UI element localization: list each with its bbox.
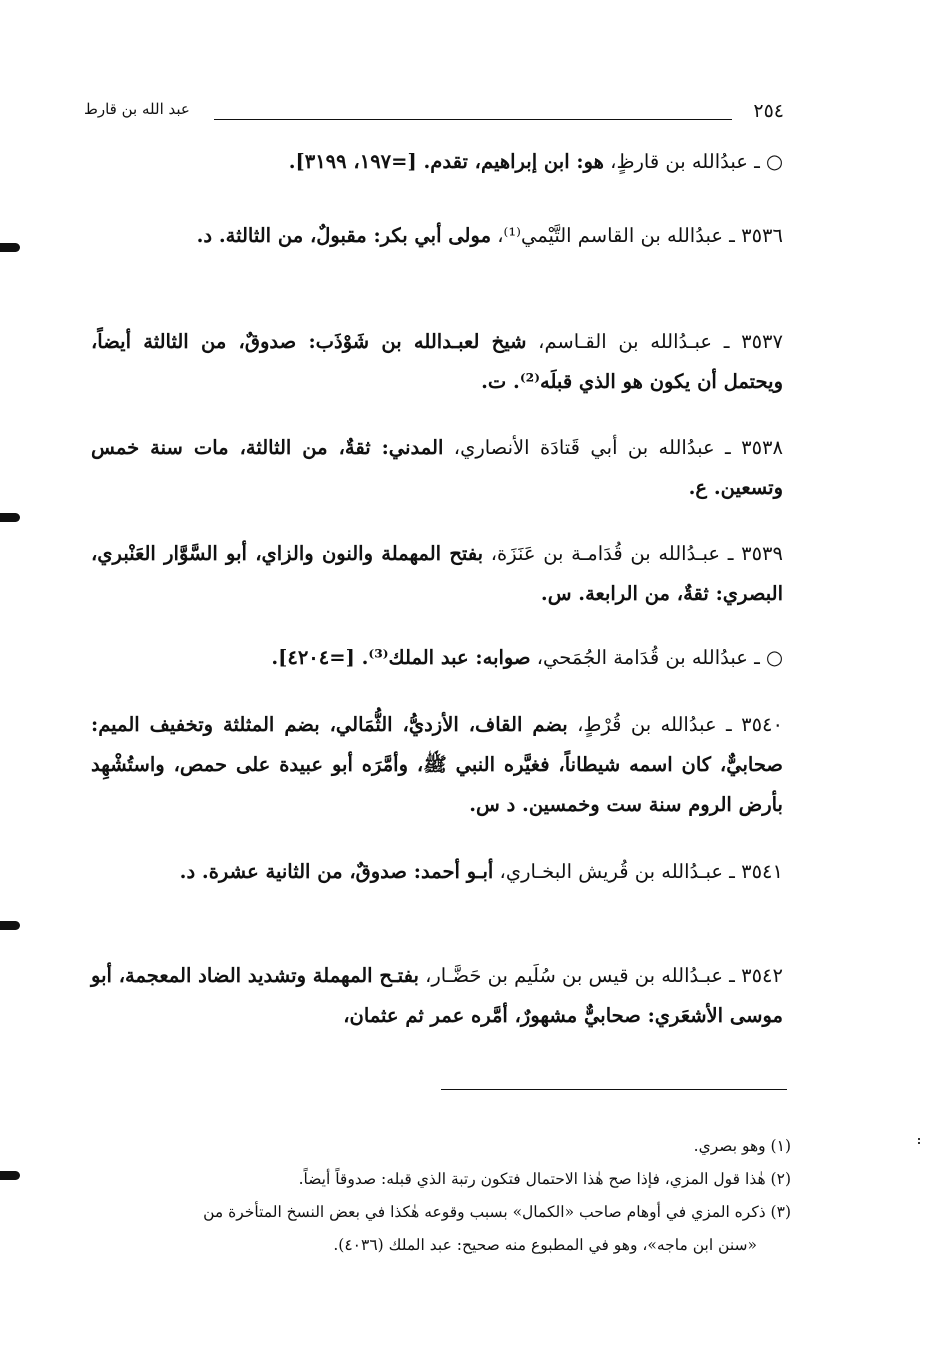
entry-3538: ٣٥٣٨ ـ عبدُالله بن أبي قَتادَة الأنصاري، المدني: ثقةٌ، من الثالثة، مات سنة خمس وتسعين. ع. bbox=[91, 436, 783, 499]
running-title: عبد الله بن قارط bbox=[84, 100, 190, 118]
footnotes bbox=[91, 1130, 791, 1262]
footnote-1: (١) وهو بصري. bbox=[693, 1137, 791, 1155]
scan-margin-mark bbox=[0, 513, 20, 522]
entry-3537: ٣٥٣٧ ـ عبـدُالله بن القـاسم، شيخ لعبـدالله بن شَوْذَب: صدوقٌ، من الثالثة أيضاً، ويحتمل أن يكون هو الذي قبلَه⁽²⁾. ت. bbox=[91, 330, 783, 393]
entry-3536: ٣٥٣٦ ـ عبدُالله بن القاسم التَّيْمي⁽¹⁾، مولى أبي بكر: مقبولٌ، من الثالثة. د. bbox=[196, 224, 783, 247]
footnote-separator bbox=[441, 1089, 787, 1090]
header-rule bbox=[214, 119, 732, 120]
entry-3542: ٣٥٤٢ ـ عبـدُالله بن قيس بن سُلَيم بن حَضَّـار، بفتـح المهملة وتشديد الضاد المعجمة، أبو موسى الأشعَري: صحابيٌّ مشهورٌ، أمَّره عمر ثم عثمان، bbox=[91, 964, 783, 1027]
scan-margin-mark bbox=[0, 243, 20, 252]
entry-3541: ٣٥٤١ ـ عبـدُالله بن قُريش البخـاري، أبـو أحمد: صدوقٌ، من الثانية عشرة. د. bbox=[179, 860, 783, 883]
entry-qarith: ○ ـ عبدُالله بن قارظٍ، هو: ابن إبراهيم، تقدم. [=١٩٧، ٣١٩٩]. bbox=[288, 150, 783, 173]
entry-qudama-jumahi: ○ ـ عبدُالله بن قُدَامة الجُمَحي، صوابه: عبد الملك⁽³⁾. [=٤٢٠٤]. bbox=[271, 646, 783, 669]
page-header bbox=[84, 100, 784, 130]
scan-margin-mark bbox=[0, 1171, 20, 1180]
footnote-3-continuation: «سنن ابن ماجه»، وهو في المطبوع منه صحيح: عبد الملك (٤٠٣٦). bbox=[333, 1236, 757, 1254]
entry-3540: ٣٥٤٠ ـ عبدُالله بن قُرْطٍ، بضم القاف، الأزديُّ، الثُّمَالي، بضم المثلثة وتخفيف الميم: صحابيٌّ، كان اسمه شيطاناً، فغيَّره النبي ﷺ، وأمَّرَه أبو عبيدة على حمص، واستُشْهِد بأرض الروم سنة ست وخمسين. د س. bbox=[91, 713, 783, 816]
footnote-2: (٢) هٰذا قول المزي، فإذا صح هٰذا الاحتمال فتكون رتبة الذي قبله: صدوقاً أيضاً. bbox=[298, 1170, 791, 1188]
entry-3539: ٣٥٣٩ ـ عبـدُالله بن قُدَامـة بن عَنَزَة، بفتح المهملة والنون والزاي، أبو السَّوَّار العَنْبري، البصري: ثقةٌ، من الرابعة. س. bbox=[91, 542, 784, 605]
scan-margin-mark bbox=[0, 921, 20, 930]
page-number: ٢٥٤ bbox=[753, 100, 784, 122]
footnote-3: (٣) ذكره المزي في أوهام صاحب «الكمال» بسبب وقوعه هٰكذا في بعض النسخ المتأخرة من bbox=[203, 1203, 791, 1221]
scan-dot-mark bbox=[918, 1138, 923, 1144]
